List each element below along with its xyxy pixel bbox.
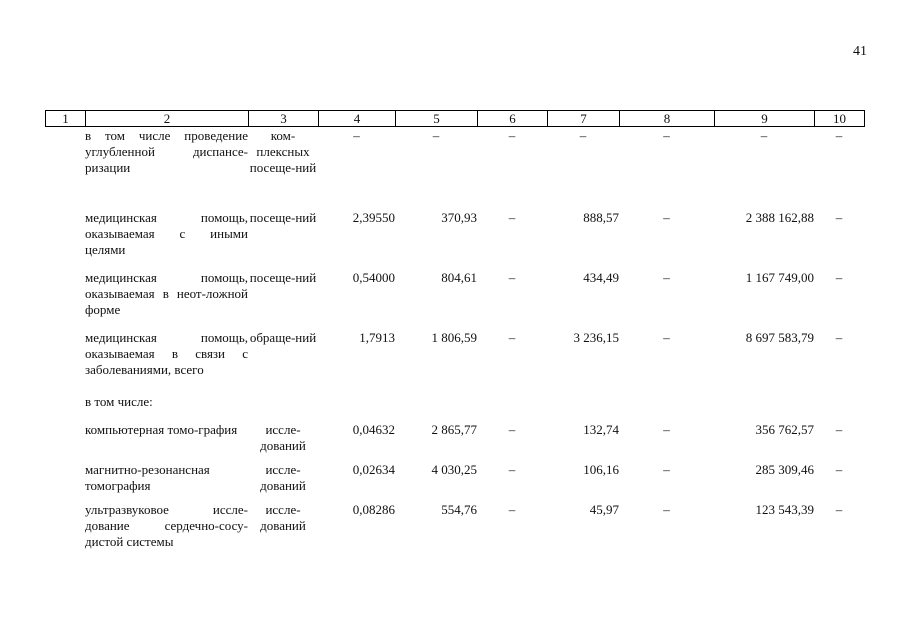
cell-col-6 <box>477 394 547 422</box>
cell-col-10: – <box>835 422 843 437</box>
cell-col-4: 0,04632 <box>352 422 395 437</box>
row-unit: иссле-дований <box>260 462 306 493</box>
cell-col-5: 370,93 <box>441 210 477 225</box>
cell-col-1 <box>45 270 85 330</box>
column-header-1: 1 <box>46 111 86 127</box>
table-row <box>45 422 864 462</box>
row-unit: посеще-ний <box>249 210 317 225</box>
cell-col-4: 0,02634 <box>352 462 395 477</box>
column-header-10: 10 <box>815 111 865 127</box>
cell-col-9: – <box>760 128 768 143</box>
cell-col-5: 1 806,59 <box>431 330 477 345</box>
cell-col-9: 8 697 583,79 <box>745 330 814 345</box>
cell-col-9 <box>714 394 814 422</box>
cell-col-8: – <box>663 462 670 477</box>
cell-col-5: 4 030,25 <box>431 462 477 477</box>
cell-col-4 <box>318 394 395 422</box>
cell-col-9: 1 167 749,00 <box>745 270 814 285</box>
column-number-header <box>45 110 865 127</box>
cell-col-9: 2 388 162,88 <box>745 210 814 225</box>
row-name: медицинская помощь, оказываемая в неот-ложной форме <box>85 270 248 317</box>
column-header-4: 4 <box>319 111 396 127</box>
row-unit <box>248 394 318 422</box>
cell-col-1 <box>45 128 85 210</box>
cell-col-8: – <box>663 210 670 225</box>
table-row <box>45 330 864 394</box>
cell-col-7: 3 236,15 <box>573 330 619 345</box>
cell-col-5: 2 865,77 <box>431 422 477 437</box>
cell-col-6: – <box>508 502 516 517</box>
cell-col-8 <box>619 394 714 422</box>
cell-col-5: – <box>432 128 440 143</box>
cell-col-9: 285 309,46 <box>755 462 814 477</box>
cell-col-10: – <box>835 462 843 477</box>
cell-col-5 <box>395 394 477 422</box>
data-table <box>45 128 864 562</box>
cell-col-1 <box>45 422 85 462</box>
row-unit: иссле-дований <box>260 502 306 533</box>
cell-col-1 <box>45 502 85 562</box>
cell-col-10 <box>814 394 864 422</box>
cell-col-4: – <box>353 128 360 143</box>
cell-col-9: 356 762,57 <box>755 422 814 437</box>
cell-col-1 <box>45 394 85 422</box>
row-name: магнитно-резонансная томография <box>85 462 210 493</box>
cell-col-4: 2,39550 <box>352 210 395 225</box>
column-header-8: 8 <box>620 111 715 127</box>
cell-col-1 <box>45 210 85 270</box>
cell-col-9: 123 543,39 <box>755 502 814 517</box>
page-number: 41 <box>853 44 867 59</box>
table-row <box>45 502 864 562</box>
column-header-9: 9 <box>715 111 815 127</box>
cell-col-8: – <box>663 270 670 285</box>
row-unit: посеще-ний <box>249 270 317 285</box>
cell-col-7: 434,49 <box>583 270 619 285</box>
cell-col-6: – <box>508 270 516 285</box>
cell-col-6: – <box>508 330 516 345</box>
table-row <box>45 270 864 330</box>
cell-col-7: 106,16 <box>583 462 619 477</box>
column-header-2: 2 <box>86 111 249 127</box>
cell-col-10: – <box>835 502 843 517</box>
cell-col-1 <box>45 330 85 394</box>
row-unit: иссле-дований <box>260 422 306 453</box>
cell-col-7: 888,57 <box>583 210 619 225</box>
cell-col-7: – <box>579 128 587 143</box>
cell-col-4: 0,54000 <box>352 270 395 285</box>
cell-col-8: – <box>663 330 670 345</box>
cell-col-10: – <box>835 270 843 285</box>
column-header-7: 7 <box>548 111 620 127</box>
cell-col-7: 45,97 <box>589 502 619 517</box>
row-name: в том числе: <box>85 394 153 409</box>
cell-col-8: – <box>663 422 670 437</box>
cell-col-10: – <box>835 128 843 143</box>
cell-col-10: – <box>835 210 843 225</box>
cell-col-1 <box>45 462 85 502</box>
cell-col-8: – <box>663 502 670 517</box>
cell-col-6: – <box>508 210 516 225</box>
cell-col-10: – <box>835 330 843 345</box>
column-header-6: 6 <box>478 111 548 127</box>
cell-col-5: 804,61 <box>441 270 477 285</box>
row-name: в том числе проведение углубленной диспансе-ризации <box>85 128 248 175</box>
cell-col-5: 554,76 <box>441 502 477 517</box>
cell-col-7: 132,74 <box>583 422 619 437</box>
row-unit: ком-плексных посеще-ний <box>249 128 317 175</box>
cell-col-4: 1,7913 <box>359 330 395 345</box>
cell-col-6: – <box>508 128 516 143</box>
row-name: медицинская помощь, оказываемая с иными целями <box>85 210 248 257</box>
cell-col-8: – <box>663 128 670 143</box>
row-unit: обраще-ний <box>249 330 317 345</box>
cell-col-7 <box>547 394 619 422</box>
table-row <box>45 210 864 270</box>
column-header-3: 3 <box>249 111 319 127</box>
table-row <box>45 462 864 502</box>
table-row <box>45 128 864 210</box>
cell-col-6: – <box>508 422 516 437</box>
column-header-5: 5 <box>396 111 478 127</box>
row-name: ультразвуковое иссле-дование сердечно-сосу-дистой системы <box>85 502 248 549</box>
cell-col-4: 0,08286 <box>352 502 395 517</box>
cell-col-6: – <box>508 462 516 477</box>
table-row <box>45 394 864 422</box>
row-name: компьютерная томо-графия <box>85 422 238 437</box>
row-name: медицинская помощь, оказываемая в связи с заболеваниями, всего <box>85 330 248 377</box>
